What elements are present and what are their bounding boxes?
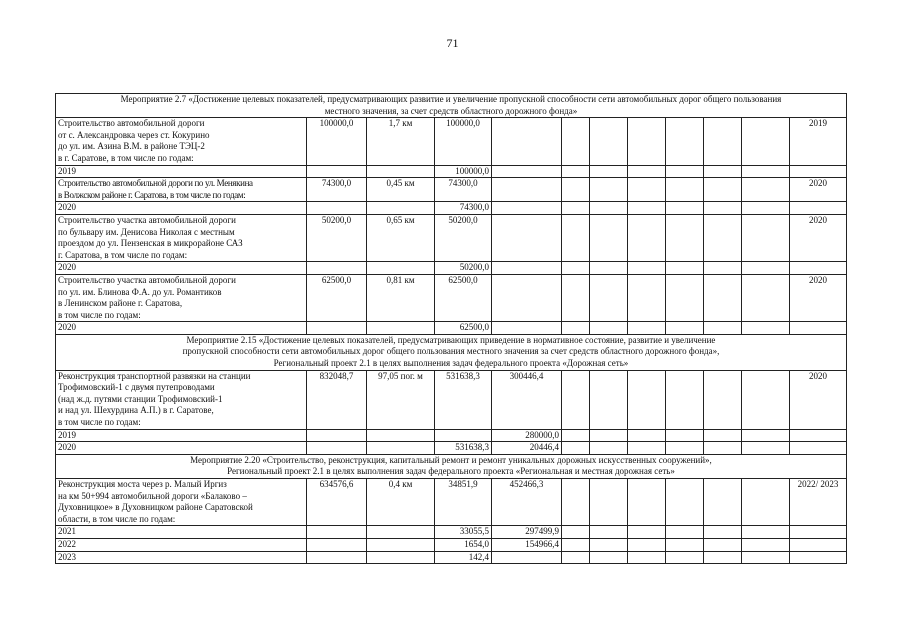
text-line: местного значения, за счет средств областного дорожного фонда» [324, 105, 578, 116]
total-value: 74300,0 [307, 178, 367, 202]
empty-cell [628, 165, 666, 178]
capacity-value: 97,05 пог. м [367, 370, 435, 429]
empty-cell [628, 479, 666, 526]
empty-cell [590, 178, 628, 202]
empty-cell [628, 429, 666, 442]
empty-cell [790, 551, 847, 564]
empty-cell [628, 178, 666, 202]
text-line: области, в том числе по годам: [58, 513, 176, 524]
empty-cell [628, 202, 666, 215]
funding-col5 [492, 274, 562, 321]
empty-cell [367, 526, 435, 539]
empty-cell [704, 370, 742, 429]
empty-cell [562, 178, 590, 202]
capacity-value: 0,81 км [367, 274, 435, 321]
total-value: 832048,7 [307, 370, 367, 429]
empty-cell [666, 551, 704, 564]
total-value: 634576,6 [307, 479, 367, 526]
empty-cell [742, 526, 790, 539]
empty-cell [562, 429, 590, 442]
empty-cell [590, 262, 628, 275]
funding-col4: 50200,0 [435, 214, 492, 261]
empty-cell [742, 214, 790, 261]
empty-cell [562, 370, 590, 429]
year-row [56, 262, 847, 275]
year-row [56, 442, 847, 455]
empty-cell [367, 551, 435, 564]
empty-cell [704, 429, 742, 442]
text-line: г. Саратова, в том числе по годам: [58, 249, 188, 260]
period-value: 2019 [790, 118, 847, 165]
empty-cell [590, 202, 628, 215]
year-col5 [492, 262, 562, 275]
empty-cell [628, 442, 666, 455]
empty-cell [562, 526, 590, 539]
item-row [56, 370, 847, 429]
funding-col4: 34851,9 [435, 479, 492, 526]
empty-cell [704, 442, 742, 455]
empty-cell [666, 479, 704, 526]
year-col5: 297499,9 [492, 526, 562, 539]
empty-cell [790, 322, 847, 335]
text-line: Мероприятие 2.20 «Строительство, реконструкция, капитальный ремонт и ремонт уникальных дорожных искусственных сооружений», [190, 454, 712, 465]
text-line: Строительство автомобильной дороги [58, 118, 205, 129]
empty-cell [666, 442, 704, 455]
empty-cell [628, 274, 666, 321]
empty-cell [704, 274, 742, 321]
text-line: в Волжском районе г. Саратова, в том числе по годам: [58, 189, 246, 200]
funding-col5: 452466,3 [492, 479, 562, 526]
empty-cell [666, 526, 704, 539]
empty-cell [742, 551, 790, 564]
empty-cell [590, 526, 628, 539]
text-line: в Ленинском районе г. Саратова, [58, 298, 183, 309]
item-name [56, 214, 307, 261]
empty-cell [367, 322, 435, 335]
empty-cell [666, 538, 704, 551]
empty-cell [307, 442, 367, 455]
year-label: 2020 [56, 322, 307, 335]
text-line: от с. Александровка через ст. Кокурино [58, 129, 210, 140]
year-label: 2022 [56, 538, 307, 551]
year-label: 2019 [56, 165, 307, 178]
empty-cell [590, 165, 628, 178]
empty-cell [307, 322, 367, 335]
empty-cell [742, 479, 790, 526]
empty-cell [590, 214, 628, 261]
empty-cell [742, 165, 790, 178]
empty-cell [742, 202, 790, 215]
year-row [56, 165, 847, 178]
empty-cell [704, 538, 742, 551]
funding-col4: 100000,0 [435, 118, 492, 165]
capacity-value: 1,7 км [367, 118, 435, 165]
empty-cell [790, 165, 847, 178]
empty-cell [590, 479, 628, 526]
empty-cell [704, 118, 742, 165]
empty-cell [666, 202, 704, 215]
empty-cell [590, 118, 628, 165]
empty-cell [562, 262, 590, 275]
text-line: в г. Саратове, в том числе по годам: [58, 152, 194, 163]
item-row [56, 214, 847, 261]
empty-cell [590, 538, 628, 551]
year-row [56, 322, 847, 335]
period-value: 2020 [790, 214, 847, 261]
empty-cell [790, 526, 847, 539]
text-line: Мероприятие 2.15 «Достижение целевых показателей, предусматривающих приведение в нормативное состояние, развитие и увеличение [186, 334, 716, 345]
empty-cell [628, 551, 666, 564]
year-row [56, 551, 847, 564]
text-line: Мероприятие 2.7 «Достижение целевых показателей, предусматривающих развитие и увеличение пропускной способности сети автомобильных дорог общего пользования [120, 94, 782, 104]
empty-cell [367, 442, 435, 455]
text-line: Строительство участка автомобильной дороги [58, 274, 236, 285]
text-line: Духовницкое» в Духовницком районе Саратовской [58, 502, 253, 513]
empty-cell [742, 429, 790, 442]
funding-col4: 74300,0 [435, 178, 492, 202]
section-header [56, 334, 847, 370]
funding-col5 [492, 214, 562, 261]
empty-cell [628, 262, 666, 275]
funding-col4: 531638,3 [435, 370, 492, 429]
year-label: 2021 [56, 526, 307, 539]
empty-cell [790, 538, 847, 551]
period-value: 2020 [790, 370, 847, 429]
empty-cell [590, 442, 628, 455]
text-line: Реконструкция транспортной развязки на станции [58, 370, 251, 381]
funding-col5 [492, 118, 562, 165]
text-line: по бульвару им. Денисова Николая с местным [58, 226, 235, 237]
empty-cell [367, 538, 435, 551]
empty-cell [704, 551, 742, 564]
empty-cell [367, 429, 435, 442]
road-works-table [55, 93, 847, 564]
text-line: Трофимовский-1 с двумя путепроводами [58, 382, 215, 393]
capacity-value: 0,4 км [367, 479, 435, 526]
empty-cell [307, 538, 367, 551]
empty-cell [307, 429, 367, 442]
empty-cell [704, 262, 742, 275]
empty-cell [562, 442, 590, 455]
text-line: пропускной способности сети автомобильных дорог общего пользования местного значения за счет средств областного дорожного фонда», [182, 346, 720, 357]
year-col4 [435, 429, 492, 442]
empty-cell [666, 322, 704, 335]
page-number: 71 [446, 36, 459, 50]
capacity-value: 0,65 км [367, 214, 435, 261]
empty-cell [704, 526, 742, 539]
total-value: 100000,0 [307, 118, 367, 165]
item-name [56, 118, 307, 165]
year-col4: 531638,3 [435, 442, 492, 455]
empty-cell [590, 322, 628, 335]
empty-cell [628, 370, 666, 429]
text-line: (над ж.д. путями станции Трофимовский-1 [58, 393, 223, 404]
text-line: Региональный проект 2.1 в целях выполнения задач федерального проекта «Региональная и местная дорожная сеть» [227, 466, 675, 477]
empty-cell [562, 165, 590, 178]
section-header-row [56, 334, 847, 370]
empty-cell [742, 178, 790, 202]
empty-cell [666, 274, 704, 321]
funding-col5: 300446,4 [492, 370, 562, 429]
item-row [56, 118, 847, 165]
year-col5 [492, 165, 562, 178]
empty-cell [590, 429, 628, 442]
year-col4: 62500,0 [435, 322, 492, 335]
empty-cell [628, 526, 666, 539]
text-line: Реконструкция моста через р. Малый Иргиз [58, 479, 227, 489]
year-row [56, 202, 847, 215]
year-col4: 74300,0 [435, 202, 492, 215]
year-col4: 142,4 [435, 551, 492, 564]
empty-cell [704, 214, 742, 261]
empty-cell [628, 538, 666, 551]
text-line: и над ул. Шехурдина А.П.) в г. Саратове, [58, 405, 214, 416]
text-line: Строительство участка автомобильной дороги [58, 214, 236, 225]
empty-cell [562, 479, 590, 526]
year-row [56, 538, 847, 551]
empty-cell [367, 165, 435, 178]
year-col4: 100000,0 [435, 165, 492, 178]
item-row [56, 178, 847, 202]
year-col5: 20446,4 [492, 442, 562, 455]
item-name [56, 479, 307, 526]
empty-cell [562, 202, 590, 215]
text-line: по ул. им. Блинова Ф.А. до ул. Романтиков [58, 286, 222, 297]
empty-cell [307, 526, 367, 539]
empty-cell [628, 322, 666, 335]
empty-cell [666, 178, 704, 202]
empty-cell [367, 202, 435, 215]
empty-cell [790, 442, 847, 455]
section-header [56, 454, 847, 478]
item-name [56, 178, 307, 202]
empty-cell [562, 551, 590, 564]
empty-cell [704, 165, 742, 178]
empty-cell [790, 202, 847, 215]
empty-cell [666, 118, 704, 165]
year-col4: 50200,0 [435, 262, 492, 275]
empty-cell [628, 118, 666, 165]
year-label: 2020 [56, 442, 307, 455]
item-name [56, 274, 307, 321]
empty-cell [742, 274, 790, 321]
text-line: на км 50+994 автомобильной дороги «Балаково – [58, 490, 247, 501]
empty-cell [666, 165, 704, 178]
empty-cell [742, 118, 790, 165]
year-col4: 33055,5 [435, 526, 492, 539]
empty-cell [562, 322, 590, 335]
period-value: 2020 [790, 178, 847, 202]
item-row [56, 479, 847, 526]
empty-cell [666, 370, 704, 429]
year-label: 2020 [56, 202, 307, 215]
year-label: 2019 [56, 429, 307, 442]
year-row [56, 429, 847, 442]
empty-cell [307, 262, 367, 275]
empty-cell [704, 202, 742, 215]
empty-cell [367, 262, 435, 275]
empty-cell [590, 551, 628, 564]
empty-cell [562, 274, 590, 321]
year-col5 [492, 551, 562, 564]
empty-cell [666, 262, 704, 275]
total-value: 62500,0 [307, 274, 367, 321]
empty-cell [742, 322, 790, 335]
empty-cell [666, 429, 704, 442]
empty-cell [562, 214, 590, 261]
year-col5: 154966,4 [492, 538, 562, 551]
empty-cell [790, 429, 847, 442]
empty-cell [742, 262, 790, 275]
empty-cell [742, 538, 790, 551]
empty-cell [562, 118, 590, 165]
text-line: в том числе по годам: [58, 309, 141, 320]
item-row [56, 274, 847, 321]
empty-cell [704, 322, 742, 335]
text-line: в том числе по годам: [58, 417, 141, 428]
period-value: 2020 [790, 274, 847, 321]
period-value: 2022/ 2023 [790, 479, 847, 526]
empty-cell [307, 165, 367, 178]
year-col5 [492, 202, 562, 215]
empty-cell [590, 274, 628, 321]
year-label: 2020 [56, 262, 307, 275]
text-line: проездом до ул. Пензенская в микрорайоне САЗ [58, 238, 243, 249]
empty-cell [704, 479, 742, 526]
text-line: Региональный проект 2.1 в целях выполнения задач федерального проекта «Дорожная сеть» [273, 358, 629, 369]
year-label: 2023 [56, 551, 307, 564]
empty-cell [742, 370, 790, 429]
text-line: до ул. им. Азина В.М. в районе ТЭЦ-2 [58, 141, 205, 152]
empty-cell [790, 262, 847, 275]
empty-cell [590, 370, 628, 429]
section-header [56, 94, 847, 118]
empty-cell [562, 538, 590, 551]
empty-cell [704, 178, 742, 202]
funding-col5 [492, 178, 562, 202]
section-header-row [56, 454, 847, 478]
text-line: Строительство автомобильной дороги по ул. Менякина [58, 178, 253, 189]
empty-cell [742, 442, 790, 455]
empty-cell [307, 202, 367, 215]
total-value: 50200,0 [307, 214, 367, 261]
item-name [56, 370, 307, 429]
empty-cell [628, 214, 666, 261]
empty-cell [307, 551, 367, 564]
section-header-row [56, 94, 847, 118]
capacity-value: 0,45 км [367, 178, 435, 202]
year-col5: 280000,0 [492, 429, 562, 442]
empty-cell [666, 214, 704, 261]
year-col5 [492, 322, 562, 335]
year-col4: 1654,0 [435, 538, 492, 551]
funding-col4: 62500,0 [435, 274, 492, 321]
year-row [56, 526, 847, 539]
